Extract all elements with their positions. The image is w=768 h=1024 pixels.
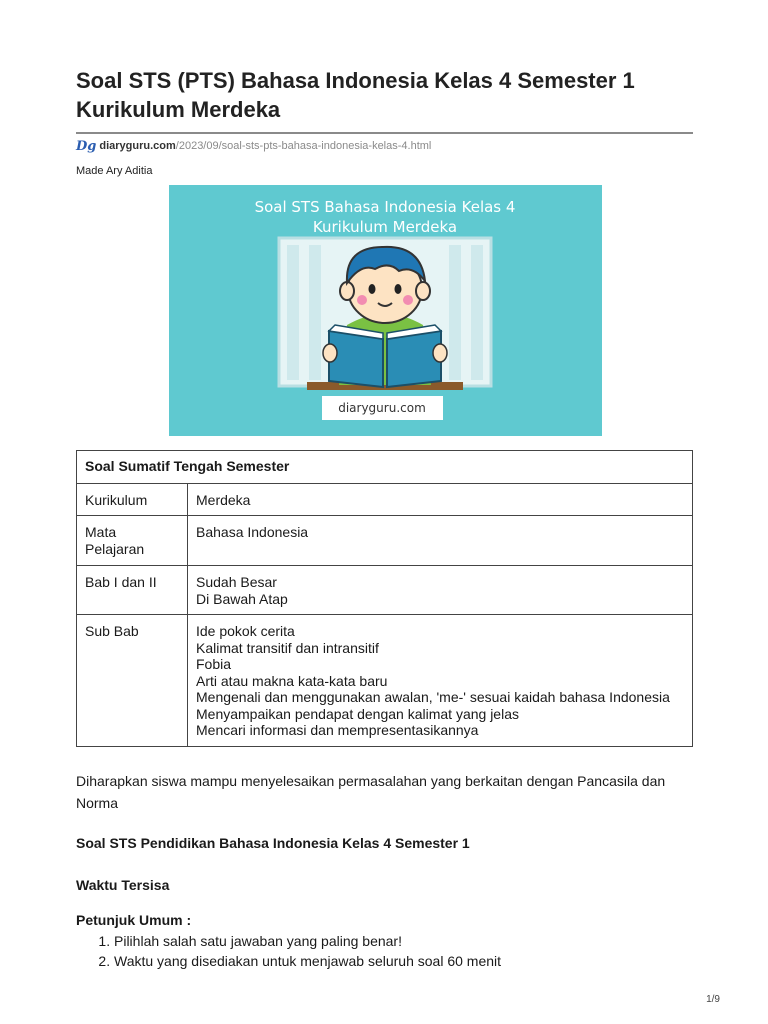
petunjuk-list <box>76 931 501 971</box>
table-value <box>188 516 693 566</box>
source-path-link[interactable]: /2023/09/soal-sts-pts-bahasa-indonesia-kelas-4.html <box>175 140 432 152</box>
table-value-line: Arti atau makna kata-kata baru <box>196 672 388 689</box>
table-value <box>188 615 693 747</box>
table-value-line: Di Bawah Atap <box>196 590 288 607</box>
table-value-line: Fobia <box>196 656 232 672</box>
title-divider <box>76 132 693 134</box>
table-value <box>188 566 693 615</box>
table-row <box>77 483 693 516</box>
list-item: 1. Pilihlah salah satu jawaban yang paling benar! <box>114 931 501 951</box>
author-name: Made Ary Aditia <box>76 165 153 177</box>
site-favicon-icon: Dg <box>76 138 97 154</box>
list-item: 2. Waktu yang disediakan untuk menjawab seluruh soal 60 menit <box>114 951 501 971</box>
source-domain-link[interactable]: diaryguru.com <box>99 140 176 152</box>
hero-watermark: diaryguru.com <box>338 401 426 415</box>
hero-title-line2: Kurikulum Merdeka <box>312 218 458 236</box>
table-value-line: Mengenali dan menggunakan awalan, 'me-' sesuai kaidah bahasa Indonesia <box>196 689 670 705</box>
table-key: Kurikulum <box>77 483 188 516</box>
waktu-label: Waktu Tersisa <box>76 877 170 893</box>
table-value-line: Kalimat transitif dan intransitif <box>196 639 379 656</box>
table-key: Mata Pelajaran <box>77 516 188 566</box>
document-page <box>76 0 693 969</box>
intro-paragraph: Diharapkan siswa mampu menyelesaikan permasalahan yang berkaitan dengan Pancasila dan Norma <box>76 773 666 811</box>
hero-illustration <box>169 185 602 436</box>
page-number: 1/9 <box>706 994 720 1005</box>
table-value-line: Bahasa Indonesia <box>196 524 309 540</box>
info-table <box>76 450 693 747</box>
table-value-line: Mencari informasi dan mempresentasikannya <box>196 722 479 738</box>
table-value-line: Sudah Besar <box>196 574 277 590</box>
petunjuk-title: Petunjuk Umum : <box>76 912 192 928</box>
table-row <box>77 615 693 747</box>
hero-title-line1: Soal STS Bahasa Indonesia Kelas 4 <box>254 198 516 216</box>
source-line <box>76 139 693 153</box>
table-value-line: Ide pokok cerita <box>196 623 295 639</box>
table-value-line: Menyampaikan pendapat dengan kalimat yang jelas <box>196 705 519 722</box>
table-value <box>188 483 693 516</box>
table-value-line: Merdeka <box>196 491 251 508</box>
table-key: Sub Bab <box>77 615 188 747</box>
table-row <box>77 516 693 566</box>
table-header-row <box>77 451 693 484</box>
table-heading: Soal Sumatif Tengah Semester <box>77 451 693 484</box>
table-row <box>77 566 693 615</box>
section-title: Soal STS Pendidikan Bahasa Indonesia Kelas 4 Semester 1 <box>76 835 470 851</box>
page-title: Soal STS (PTS) Bahasa Indonesia Kelas 4 Semester 1 Kurikulum Merdeka <box>76 68 635 122</box>
table-key: Bab I dan II <box>77 566 188 615</box>
